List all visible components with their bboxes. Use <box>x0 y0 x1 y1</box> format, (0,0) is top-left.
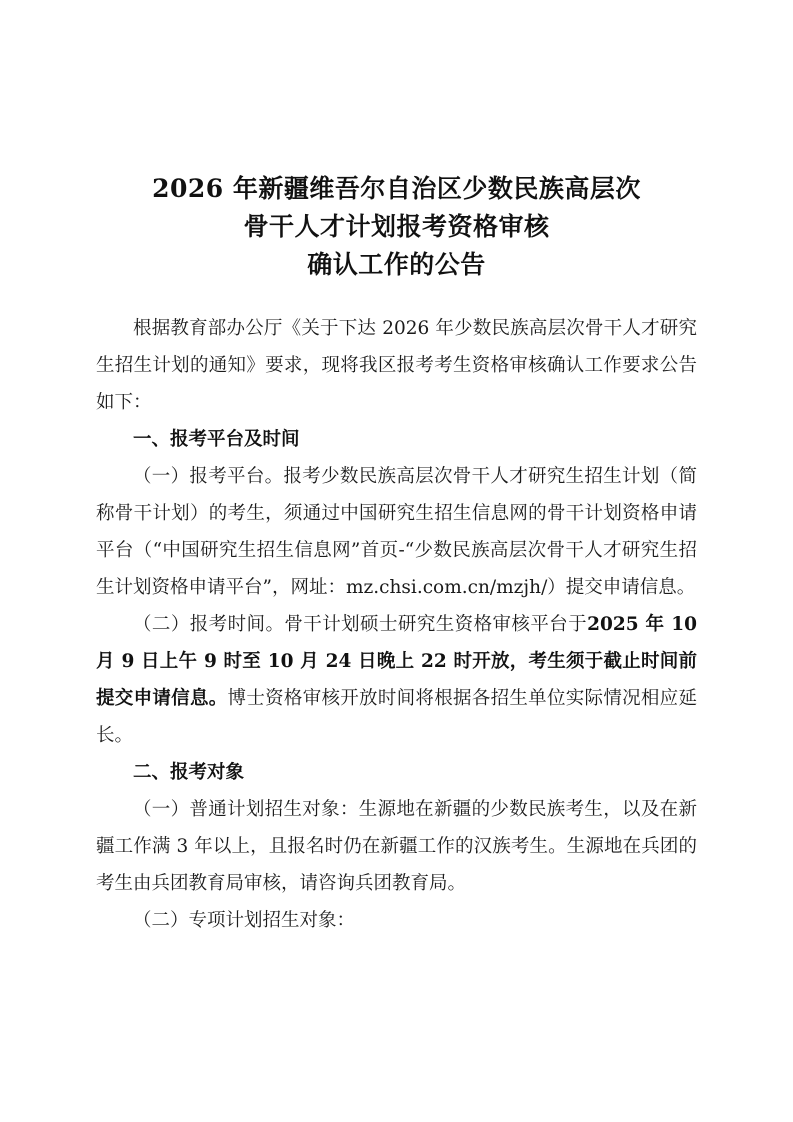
paragraph-platform <box>96 458 697 606</box>
text-run: 生源地在新疆的少数民族考生，以及在新疆工作满 3 年以上，且报名时仍在新疆工作的汉族考生。生源地在兵团的考生由兵团教育局审核，请咨询兵团教育局。 <box>96 799 697 894</box>
text-run: 二、报考对象 <box>133 762 245 783</box>
text-run: 2025 年 10 月 9 日上午 9 时至 10 月 24 日晚上 22 时开放，考生须于截止时间前提交申请信息。 <box>96 614 697 709</box>
paragraph-intro <box>96 310 697 421</box>
text-run: （一）普通计划招生对象： <box>133 799 359 820</box>
document-body <box>96 310 697 939</box>
heading-section-1 <box>96 421 697 458</box>
text-run: （一）报考平台。 <box>133 466 284 487</box>
paragraph-general-plan <box>96 791 697 902</box>
page-title <box>96 170 697 284</box>
text-run: （二）专项计划招生对象： <box>133 910 356 931</box>
text-run: 博士资格审核开放时间将根据各招生单位实际情况相应延长。 <box>96 688 697 746</box>
paragraph-time <box>96 606 697 754</box>
text-run: 一、报考平台及时间 <box>133 429 300 450</box>
text-run: 骨干计划硕士研究生资格审核平台于 <box>284 614 588 635</box>
paragraph-special-plan <box>96 902 697 939</box>
title-line-1: 2026 年新疆维吾尔自治区少数民族高层次 <box>152 174 641 203</box>
heading-section-2 <box>96 754 697 791</box>
title-line-2: 骨干人才计划报考资格审核 <box>243 212 550 241</box>
text-run: （二）报考时间。 <box>133 614 285 635</box>
text-run: 根据教育部办公厅《关于下达 2026 年少数民族高层次骨干人才研究生招生计划的通知》要求，现将我区报考考生资格审核确认工作要求公告如下： <box>96 318 697 413</box>
title-line-3: 确认工作的公告 <box>307 250 486 279</box>
text-run: 报考少数民族高层次骨干人才研究生招生计划（简称骨干计划）的考生，须通过中国研究生招生信息网的骨干计划资格申请平台（“中国研究生招生信息网”首页-“少数民族高层次骨干人才研究生招生计划资格申请平台”，网址：mz.chsi.com.cn/mzjh/）提交申请信息。 <box>96 466 697 598</box>
